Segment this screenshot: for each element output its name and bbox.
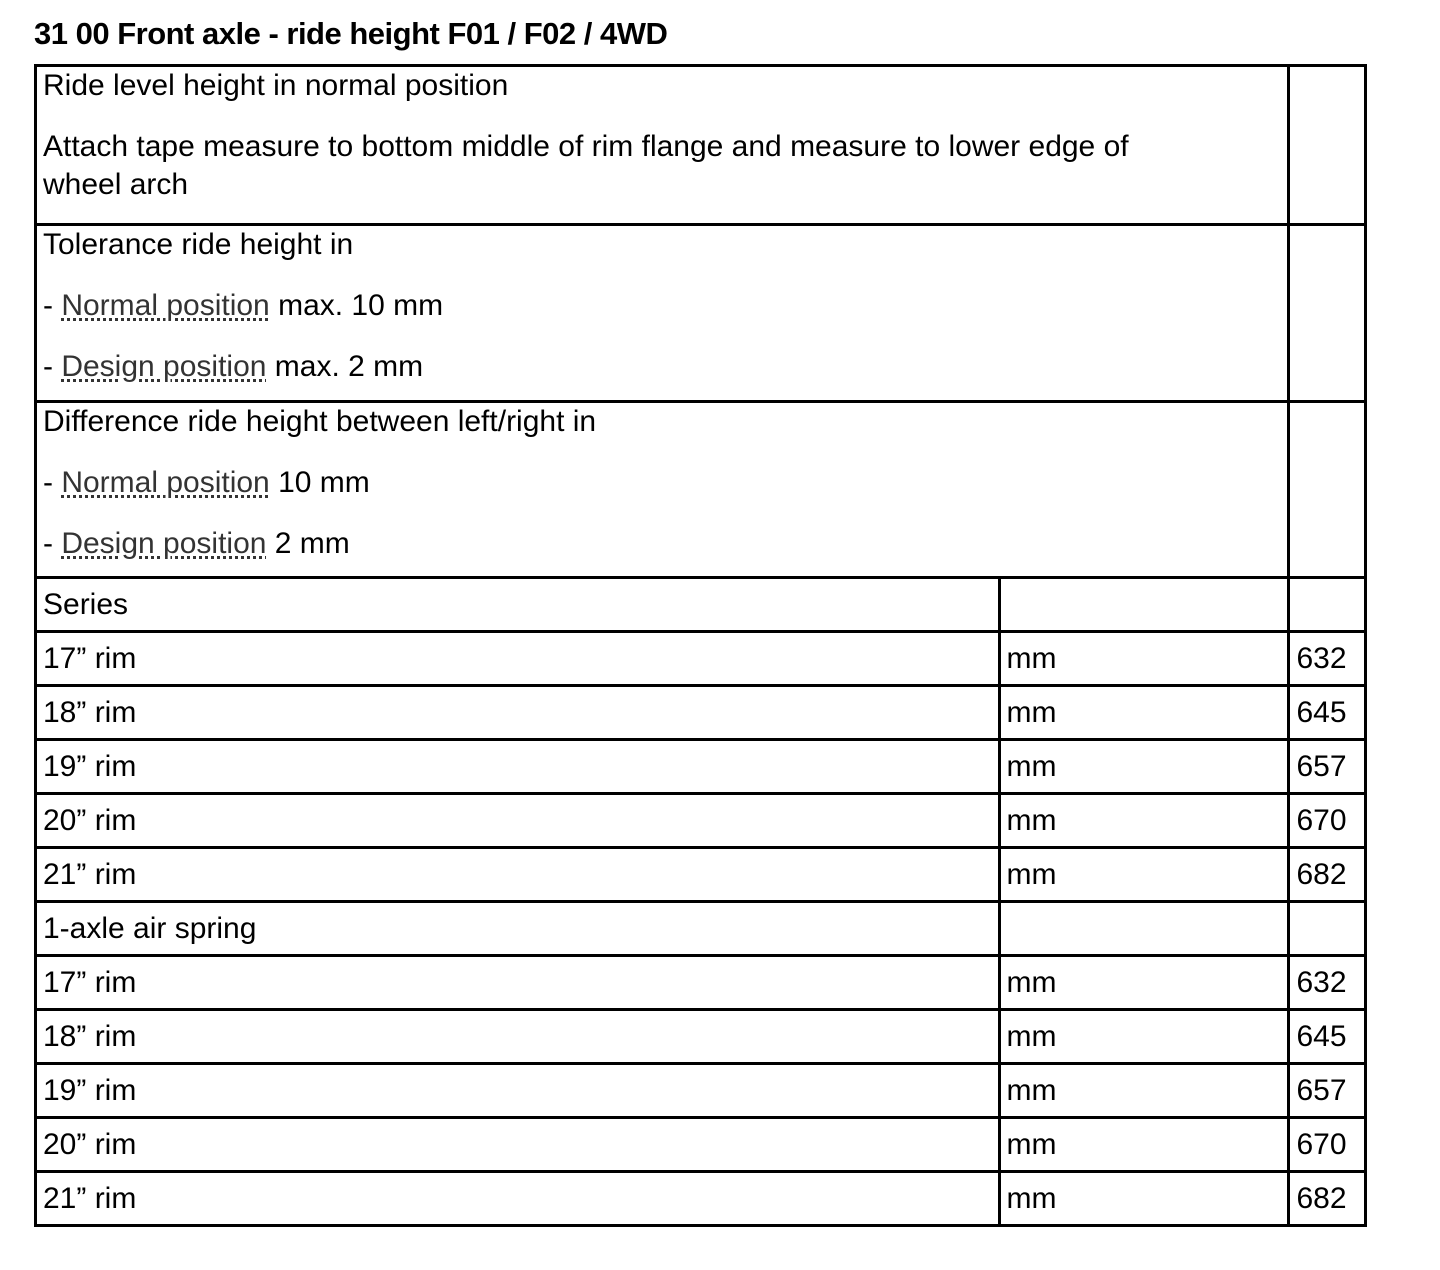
rim-size: 21” rim — [36, 1172, 1000, 1226]
table-row — [36, 794, 1366, 848]
table-row — [36, 740, 1366, 794]
empty-cell — [999, 578, 1289, 632]
ride-level-instruction: Attach tape measure to bottom middle of rim flange and measure to lower edge of — [43, 130, 1129, 163]
air-spring-header-row — [36, 902, 1366, 956]
air-spring-heading: 1-axle air spring — [36, 902, 1000, 956]
height-value: 657 — [1289, 740, 1366, 794]
rim-size: 20” rim — [36, 794, 1000, 848]
rim-size: 20” rim — [36, 1118, 1000, 1172]
rim-size: 17” rim — [36, 632, 1000, 686]
unit: mm — [999, 686, 1289, 740]
unit: mm — [999, 632, 1289, 686]
difference-design-value: 2 mm — [266, 527, 350, 560]
table-row — [36, 1064, 1366, 1118]
rim-size: 18” rim — [36, 1010, 1000, 1064]
rim-size: 19” rim — [36, 1064, 1000, 1118]
unit: mm — [999, 1118, 1289, 1172]
height-value: 632 — [1289, 956, 1366, 1010]
tolerance-normal-line: - Normal position max. 10 mm — [43, 289, 444, 322]
empty-cell — [1289, 225, 1366, 402]
design-position-link[interactable]: Design position — [61, 350, 267, 383]
unit: mm — [999, 956, 1289, 1010]
table-row — [36, 1010, 1366, 1064]
design-position-link[interactable]: Design position — [61, 527, 267, 560]
difference-normal-line: - Normal position 10 mm — [43, 466, 370, 499]
series-header-row — [36, 578, 1366, 632]
rim-size: 17” rim — [36, 956, 1000, 1010]
empty-cell — [1289, 578, 1366, 632]
page-title: 31 00 Front axle - ride height F01 / F02 / 4WD — [34, 16, 668, 51]
difference-normal-value: 10 mm — [269, 466, 370, 499]
empty-cell — [1289, 66, 1366, 225]
height-value: 682 — [1289, 1172, 1366, 1226]
ride-level-instruction-cont: wheel arch — [43, 168, 189, 201]
difference-heading: Difference ride height between left/right in — [43, 405, 597, 438]
difference-cell — [36, 402, 1289, 578]
tolerance-design-value: max. 2 mm — [266, 350, 424, 383]
ride-level-heading: Ride level height in normal position — [43, 69, 509, 102]
empty-cell — [999, 902, 1289, 956]
series-heading: Series — [36, 578, 1000, 632]
rim-size: 18” rim — [36, 686, 1000, 740]
table-row — [36, 686, 1366, 740]
unit: mm — [999, 740, 1289, 794]
table-row — [36, 1172, 1366, 1226]
tolerance-design-line: - Design position max. 2 mm — [43, 350, 424, 383]
ride-level-cell — [36, 66, 1289, 225]
ride-level-row — [36, 66, 1366, 225]
height-value: 632 — [1289, 632, 1366, 686]
tolerance-heading: Tolerance ride height in — [43, 228, 354, 261]
table-row — [36, 1118, 1366, 1172]
height-value: 670 — [1289, 1118, 1366, 1172]
unit: mm — [999, 1172, 1289, 1226]
table-row — [36, 848, 1366, 902]
difference-row — [36, 402, 1366, 578]
rim-size: 21” rim — [36, 848, 1000, 902]
tolerance-normal-value: max. 10 mm — [269, 289, 444, 322]
unit: mm — [999, 848, 1289, 902]
difference-design-line: - Design position 2 mm — [43, 527, 350, 560]
tolerance-row — [36, 225, 1366, 402]
unit: mm — [999, 1010, 1289, 1064]
height-value: 670 — [1289, 794, 1366, 848]
table-row — [36, 632, 1366, 686]
normal-position-link[interactable]: Normal position — [61, 289, 270, 322]
height-value: 657 — [1289, 1064, 1366, 1118]
height-value: 645 — [1289, 686, 1366, 740]
height-value: 682 — [1289, 848, 1366, 902]
rim-size: 19” rim — [36, 740, 1000, 794]
tolerance-cell — [36, 225, 1289, 402]
empty-cell — [1289, 402, 1366, 578]
unit: mm — [999, 794, 1289, 848]
empty-cell — [1289, 902, 1366, 956]
ride-height-table — [34, 64, 1367, 1227]
height-value: 645 — [1289, 1010, 1366, 1064]
table-row — [36, 956, 1366, 1010]
unit: mm — [999, 1064, 1289, 1118]
normal-position-link[interactable]: Normal position — [61, 466, 270, 499]
